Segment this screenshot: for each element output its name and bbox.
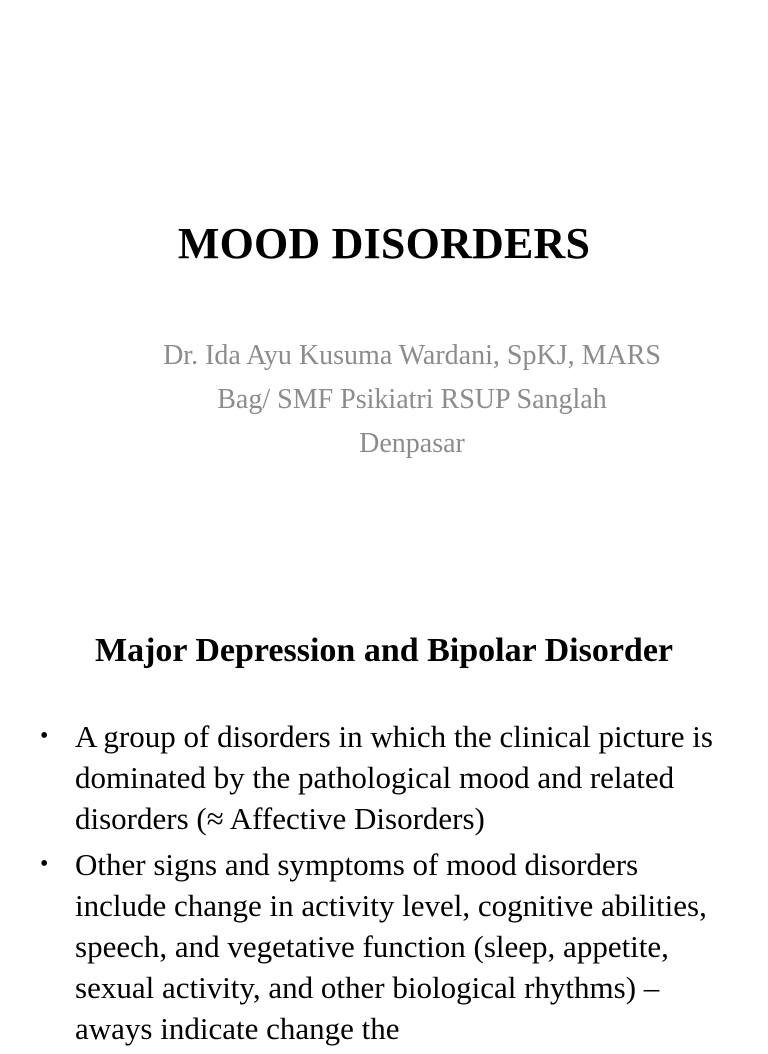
city-line: Denpasar: [359, 428, 465, 459]
content-slide: [0, 576, 768, 1046]
bullet-item: [36, 844, 736, 1049]
slide-title: MOOD DISORDERS: [177, 219, 591, 268]
bullet-text: A group of disorders in which the clinical picture is dominated by the pathological mood and related disorders (≈ Affective Disorders): [75, 719, 713, 836]
slide-heading: Major Depression and Bipolar Disorder: [94, 632, 674, 669]
bullet-item: [36, 716, 736, 839]
department-line: Bag/ SMF Psikiatri RSUP Sanglah: [217, 384, 607, 415]
bullet-icon: •: [40, 851, 49, 877]
bullet-text: Other signs and symptoms of mood disorders include change in activity level, cognitive abilities, speech, and vegetative function (sleep, appetite, sexual activity, and other biological rhythms) – aways indicate change the: [75, 847, 707, 1046]
slide-subtitle: [56, 334, 768, 466]
bullet-icon: •: [40, 723, 49, 749]
author-line: Dr. Ida Ayu Kusuma Wardani, SpKJ, MARS: [163, 340, 661, 371]
bullet-list: [36, 716, 736, 1054]
